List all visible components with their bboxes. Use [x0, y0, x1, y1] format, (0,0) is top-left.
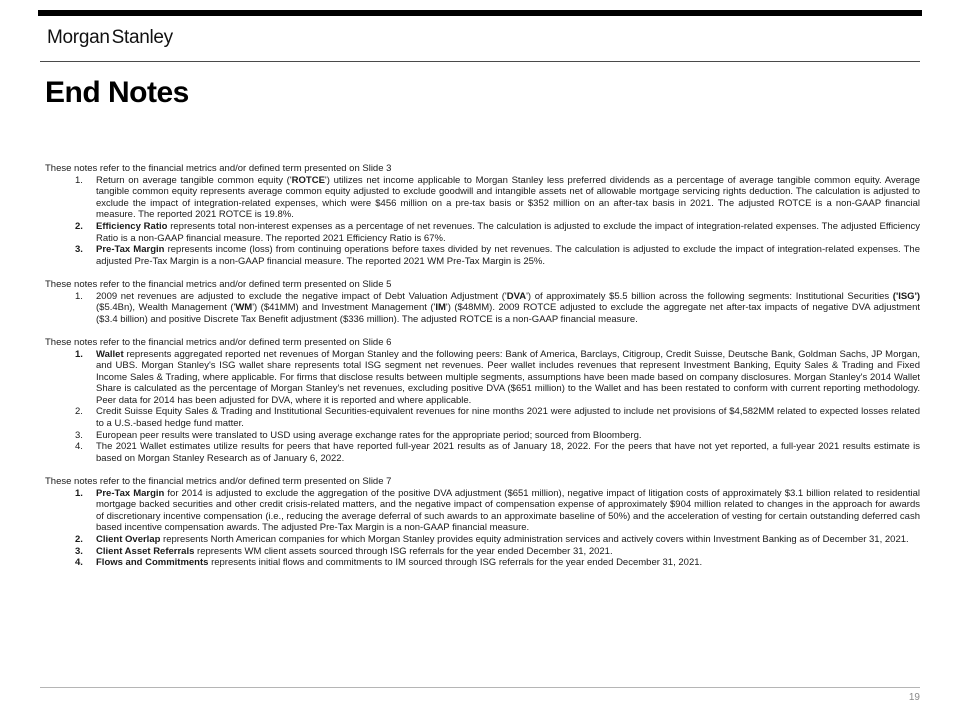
note-item-number: 2. — [75, 534, 83, 545]
top-border-bar — [38, 10, 922, 16]
note-item-text: Client Overlap represents North American companies for which Morgan Stanley provides equity administration services and actively covers within Investment Banking as of December 31, 2021. — [96, 534, 909, 545]
note-item-text: Credit Suisse Equity Sales & Trading and Institutional Securities-equivalent revenues for nine months 2021 were adjusted to include net provisions of $4,582MM related to expected losses related to a U.S.-based hedge fund matter. — [96, 406, 920, 430]
note-item-number: 4. — [75, 557, 83, 569]
note-item-text: Efficiency Ratio represents total non-interest expenses as a percentage of net revenues. The calculation is adjusted to exclude the impact of integration-related expenses. The adjusted Efficiency Ratio is a non-GAAP financial measure. The reported 2021 Efficiency Ratio is 67%. — [96, 220, 920, 244]
note-item — [45, 430, 920, 442]
note-item — [45, 291, 920, 326]
note-item-number: 3. — [75, 545, 83, 557]
note-item-text: Pre-Tax Margin for 2014 is adjusted to exclude the aggregation of the positive DVA adjustment ($651 million), negative impact of litigation costs of approximately $3.1 billion related to residential mortgage backed securities and other credit crisis-related matters, and the negative impact of compensation expense of approximately $904 million related to changes in the approach for awards of discretionary incentive compensation (i.e., reducing the average deferral of such awards to an approximate baseline of 50%) and the acceleration of vesting for certain outstanding deferred cash based incentive compensation awards. The adjusted Pre-Tax Margin is a non-GAAP financial measure. — [96, 487, 920, 534]
note-item-number: 3. — [75, 244, 83, 256]
header-divider — [40, 61, 920, 62]
page-number: 19 — [908, 692, 920, 703]
notes-section — [45, 337, 920, 465]
notes-section — [45, 163, 920, 267]
note-item-text: Return on average tangible common equity ('ROTCE') utilizes net income applicable to Morgan Stanley less preferred dividends as a percentage of average tangible common equity. Average tangible common equity represents average common equity adjusted to exclude goodwill and intangible assets net of allowable mortgage servicing rights deduction. The calculation is adjusted to exclude the impact of integration-related expenses, which were $456 million on a pre-tax basis or $352 million on an after-tax basis in 2021. The adjusted ROTCE is a non-GAAP financial measure. The reported 2021 ROTCE is 19.8%. — [96, 174, 921, 221]
note-item — [45, 534, 920, 546]
page-title: End Notes — [45, 76, 189, 109]
note-item-number: 1. — [75, 487, 83, 499]
note-item-number: 3. — [75, 429, 83, 441]
note-item-text: The 2021 Wallet estimates utilize results for peers that have reported full-year 2021 results as of January 18, 2022. For the peers that have not yet reported, a full-year 2021 results estimate is based on Morgan Stanley Research as of January 6, 2022. — [96, 441, 920, 464]
note-item-number: 1. — [75, 348, 83, 360]
note-item-number: 1. — [75, 174, 83, 186]
section-intro: These notes refer to the financial metrics and/or defined term presented on Slide 6 — [45, 336, 392, 348]
section-intro: These notes refer to the financial metrics and/or defined term presented on Slide 7 — [45, 476, 392, 488]
morgan-stanley-logo: Morgan Stanley — [47, 27, 173, 48]
note-item-number: 4. — [75, 441, 83, 453]
note-item — [45, 557, 920, 569]
notes-section — [45, 476, 920, 569]
note-item — [45, 441, 920, 464]
note-item-number: 1. — [75, 290, 83, 302]
notes-section — [45, 279, 920, 325]
note-item-text: Flows and Commitments represents initial flows and commitments to IM sourced through ISG referrals for the year ended December 31, 2021. — [96, 557, 703, 569]
note-item-number: 2. — [75, 406, 83, 418]
note-item — [45, 221, 920, 244]
note-item — [45, 244, 920, 267]
note-item — [45, 175, 920, 221]
note-item-text: Pre-Tax Margin represents income (loss) from continuing operations before taxes divided by net revenues. The calculation is adjusted to exclude the impact of integration-related expenses. The adjusted Pre-Tax Margin is a non-GAAP financial measure. The reported 2021 WM Pre-Tax Margin is 25%. — [96, 244, 920, 267]
note-item — [45, 546, 920, 558]
section-intro: These notes refer to the financial metrics and/or defined term presented on Slide 5 — [45, 278, 392, 290]
note-item-text: European peer results were translated to USD using average exchange rates for the appropriate period; sourced from Bloomberg. — [96, 429, 642, 441]
note-item — [45, 406, 920, 429]
note-item-text: 2009 net revenues are adjusted to exclude the negative impact of Debt Valuation Adjustment ('DVA') of approximately $5.5 billion across the following segments: Institutional Securities ('ISG') ($5.4Bn), Wealth Management ('WM') ($41MM) and Investment Management ('IM') ($48MM). 2009 ROTCE adjusted to exclude the aggregate net after-tax impacts of negative DVA adjustment ($3.4 billion) and positive Discrete Tax Benefit adjustment ($336 million). The adjusted ROTCE is a non-GAAP financial measure. — [96, 290, 920, 325]
note-item-text: Wallet represents aggregated reported net revenues of Morgan Stanley and the following peers: Bank of America, Barclays, Citigroup, Credit Suisse, Deutsche Bank, Goldman Sachs, JP Morgan, and UBS. Morgan Stanley's ISG wallet share represents total ISG segment net revenues. Peer wallet includes revenues that represent Investment Banking, Equity Sales & Trading and Fixed Income Sales & Trading, where applicable. For firms that disclose results between multiple segments, assumptions have been made based on company disclosures. Morgan Stanley's 2014 Wallet Share is calculated as the percentage of Morgan Stanley's net revenues, excluding positive DVA ($651 million) to the Wallet and has been restated to conform with current reporting methodology. Peer data for 2014 has been adjusted for DVA, where it is reported and where applicable. — [96, 348, 920, 406]
note-item — [45, 349, 920, 407]
notes-content — [45, 163, 920, 580]
note-item-text: Client Asset Referrals represents WM client assets sourced through ISG referrals for the year ended December 31, 2021. — [96, 545, 613, 557]
section-intro: These notes refer to the financial metrics and/or defined term presented on Slide 3 — [45, 163, 392, 174]
footer-divider — [40, 687, 920, 688]
note-item-number: 2. — [75, 220, 83, 232]
note-item — [45, 488, 920, 534]
